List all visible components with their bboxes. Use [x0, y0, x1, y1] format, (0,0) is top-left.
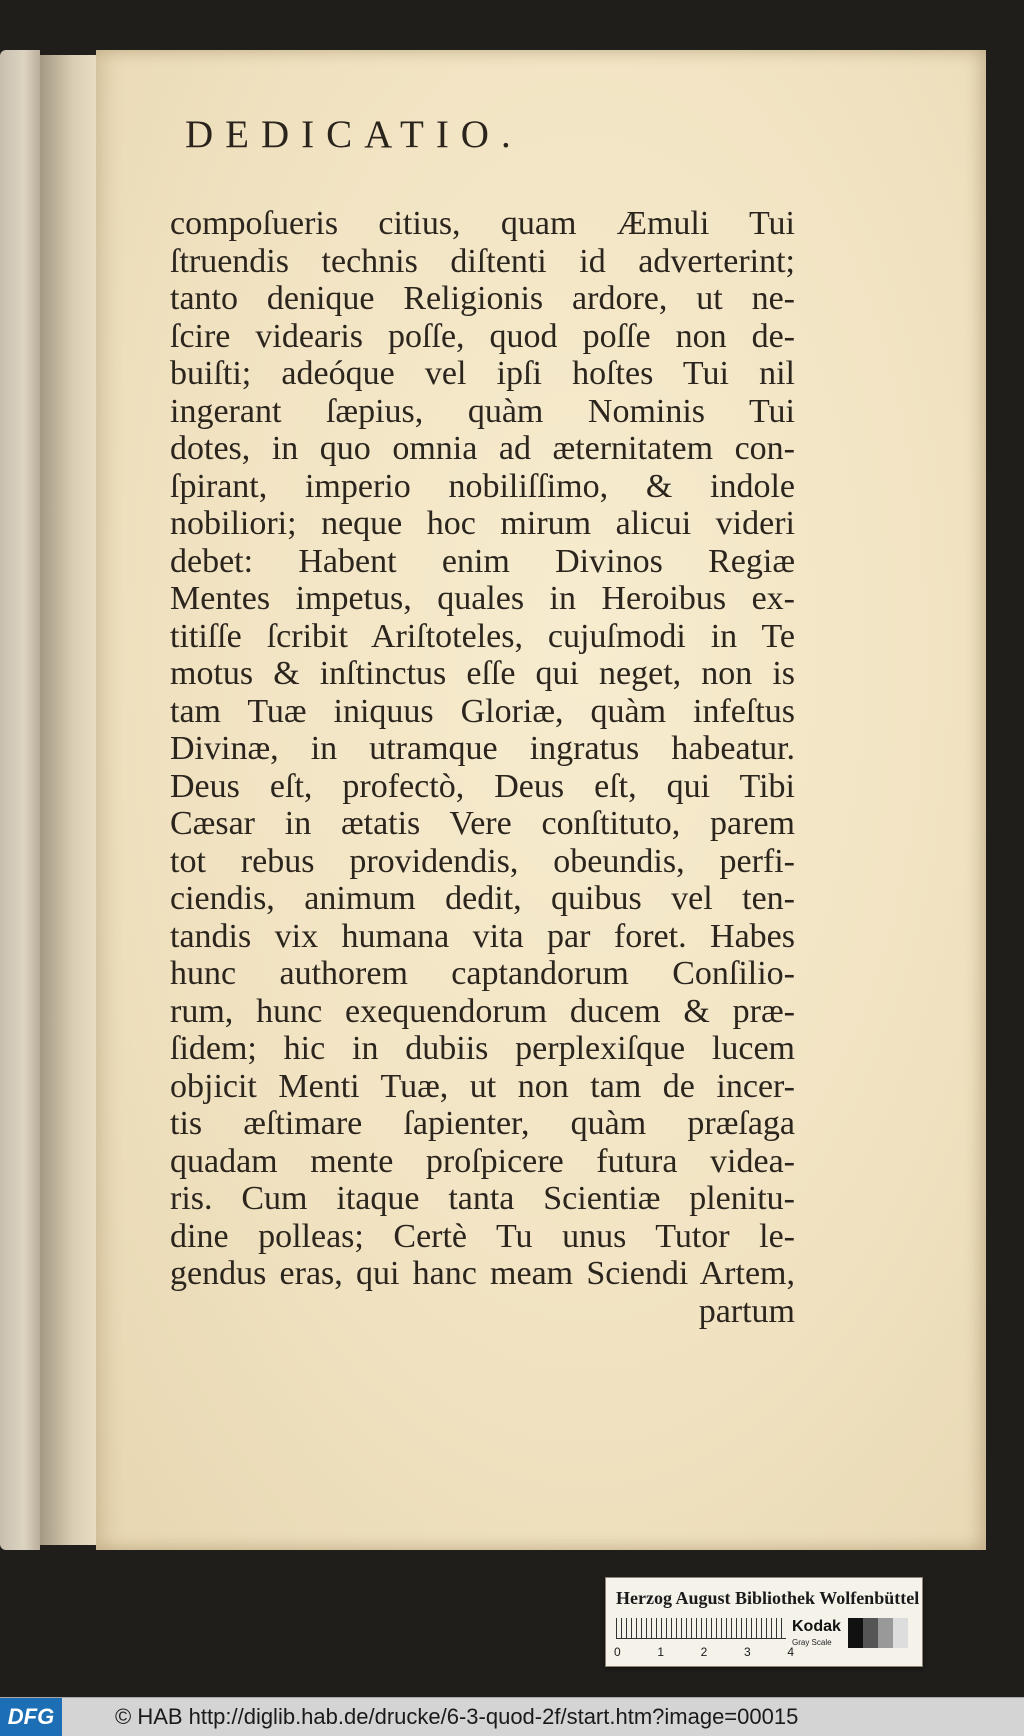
- text-line: Divinæ, in utramque ingratus habeatur.: [170, 730, 795, 767]
- text-line: ſpirant, imperio nobiliſſimo, & indole: [170, 467, 795, 505]
- page-header: DEDICATIO.: [185, 113, 523, 156]
- source-credit: © HAB http://diglib.hab.de/drucke/6-3-quod-2f/start.htm?image=00015: [115, 1704, 799, 1729]
- text-line: dotes, in quo omnia ad æternitatem con-: [170, 430, 795, 467]
- ruler-number: 4: [787, 1645, 794, 1659]
- text-line: motus & inſtinctus eſſe qui neget, non is: [170, 655, 795, 692]
- text-line: ſtruendis technis diſtenti id adverterint;: [170, 242, 795, 280]
- ruler-number: 3: [743, 1645, 751, 1659]
- book-gutter: [40, 55, 100, 1545]
- kodak-logo: Kodak: [792, 1618, 841, 1635]
- text-line: tam Tuæ iniquus Gloriæ, quàm infeſtus: [170, 692, 795, 730]
- dfg-logo[interactable]: DFG: [0, 1698, 62, 1736]
- text-line: tandis vix humana vita par foret. Habes: [170, 917, 795, 955]
- ruler-numbers: [614, 1645, 804, 1659]
- text-line: Mentes impetus, quales in Heroibus ex-: [170, 580, 795, 617]
- text-line: compoſueris citius, quam Æmuli Tui: [170, 205, 795, 242]
- gray-scale-patches: [848, 1618, 908, 1648]
- catchword: partum: [698, 1292, 795, 1330]
- text-line: ciendis, animum dedit, quibus vel ten-: [170, 880, 795, 917]
- ruler-scale: [616, 1618, 786, 1639]
- text-line: tis æſtimare ſapienter, quàm præſaga: [170, 1105, 795, 1142]
- text-line: tot rebus providendis, obeundis, perfi-: [170, 842, 795, 880]
- text-line: gendus eras, qui hanc meam Sciendi Artem,: [170, 1255, 795, 1292]
- text-line: Deus eſt, profectò, Deus eſt, qui Tibi: [170, 767, 795, 805]
- text-line: ſidem; hic in dubiis perplexiſque lucem: [170, 1030, 795, 1067]
- text-line: quadam mente proſpicere futura videa-: [170, 1142, 795, 1180]
- text-line: titiſſe ſcribit Ariſtoteles, cujuſmodi in Te: [170, 617, 795, 655]
- ruler-number: 0: [614, 1645, 621, 1659]
- footer-bar: [0, 1697, 1024, 1736]
- text-line: objicit Menti Tuæ, ut non tam de incer-: [170, 1067, 795, 1105]
- text-line: tanto denique Religionis ardore, ut ne-: [170, 280, 795, 317]
- text-line: Cæsar in ætatis Vere conſtituto, parem: [170, 805, 795, 842]
- text-line: rum, hunc exequendorum ducem & præ-: [170, 992, 795, 1030]
- body-text: [170, 205, 795, 1330]
- text-line: buiſti; adeóque vel ipſi hoſtes Tui nil: [170, 355, 795, 392]
- ruler-number: 1: [657, 1645, 665, 1659]
- text-line: ſcire videaris poſſe, quod poſſe non de-: [170, 317, 795, 355]
- text-line: nobiliori; neque hoc mirum alicui videri: [170, 505, 795, 542]
- text-line: dine polleas; Certè Tu unus Tutor le-: [170, 1217, 795, 1255]
- text-line: hunc authorem captandorum Conſilio-: [170, 955, 795, 992]
- gray-scale-caption: Gray Scale: [792, 1638, 832, 1647]
- ruler-number: 2: [700, 1645, 708, 1659]
- text-line: debet: Habent enim Divinos Regiæ: [170, 542, 795, 580]
- text-line: ingerant ſæpius, quàm Nominis Tui: [170, 392, 795, 430]
- previous-page-edge: [0, 50, 40, 1550]
- library-label: [605, 1577, 923, 1667]
- text-line: ris. Cum itaque tanta Scientiæ plenitu-: [170, 1180, 795, 1217]
- library-name: Herzog August Bibliothek Wolfenbüttel: [616, 1588, 920, 1608]
